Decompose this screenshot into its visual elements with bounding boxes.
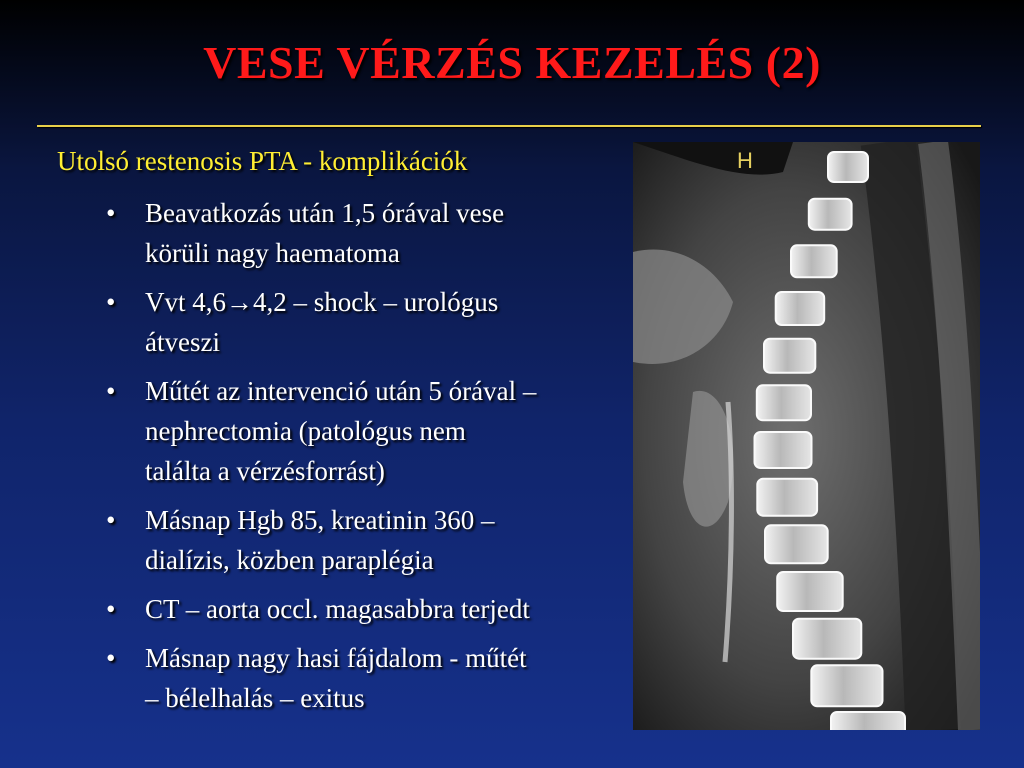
bullet-line: találta a vérzésforrást) — [145, 456, 385, 486]
ct-scan-image — [633, 142, 980, 730]
slide-title: VESE VÉRZÉS KEZELÉS (2) — [203, 37, 821, 88]
bullet-dot-icon: • — [106, 376, 116, 406]
vertebra-body — [777, 572, 843, 611]
bullet-item — [104, 500, 644, 580]
bullet-line: nephrectomia (patológus nem — [145, 416, 466, 446]
vertebra-body — [765, 525, 828, 563]
vertebra-body — [831, 712, 905, 730]
bullet-dot-icon: • — [106, 287, 116, 317]
bullet-dot-icon: • — [106, 505, 116, 535]
vertebra-body — [757, 479, 817, 516]
vertebra-body — [757, 385, 811, 420]
vertebra-body — [764, 339, 815, 373]
bullet-line: – bélelhalás – exitus — [145, 683, 365, 713]
vertebra-body — [828, 152, 868, 182]
vertebra-body — [776, 292, 825, 325]
bullet-line: Másnap Hgb 85, kreatinin 360 – — [145, 505, 495, 535]
bullet-line: dialízis, közben paraplégia — [145, 545, 434, 575]
vertebra-body — [811, 665, 882, 706]
image-label: H — [737, 148, 753, 173]
bullet-dot-icon: • — [106, 643, 116, 673]
vertebra-body — [809, 199, 852, 230]
slide-subtitle: Utolsó restenosis PTA - komplikációk — [57, 146, 468, 176]
bullet-line: Műtét az intervenció után 5 órával – — [145, 376, 537, 406]
bullet-line: Másnap nagy hasi fájdalom - műtét — [145, 643, 527, 673]
bullet-item — [104, 371, 644, 491]
vertebra-body — [755, 432, 812, 468]
vertebra-body — [793, 619, 861, 659]
bullet-item — [104, 282, 644, 362]
bullet-line: körüli nagy haematoma — [145, 238, 400, 268]
bullet-item — [104, 638, 644, 718]
bullet-list — [104, 193, 644, 727]
bullet-item — [104, 589, 644, 629]
bullet-line: átveszi — [145, 327, 220, 357]
bullet-dot-icon: • — [106, 198, 116, 228]
bullet-line: Beavatkozás után 1,5 órával vese — [145, 198, 505, 228]
bullet-line: CT – aorta occl. magasabbra terjedt — [145, 594, 530, 624]
ct-scan-drawing — [633, 142, 980, 730]
title-divider — [37, 125, 981, 127]
bullet-item — [104, 193, 644, 273]
vertebra-body — [791, 245, 837, 277]
bullet-dot-icon: • — [106, 594, 116, 624]
bullet-line: Vvt 4,6→4,2 – shock – urológus — [145, 287, 499, 317]
